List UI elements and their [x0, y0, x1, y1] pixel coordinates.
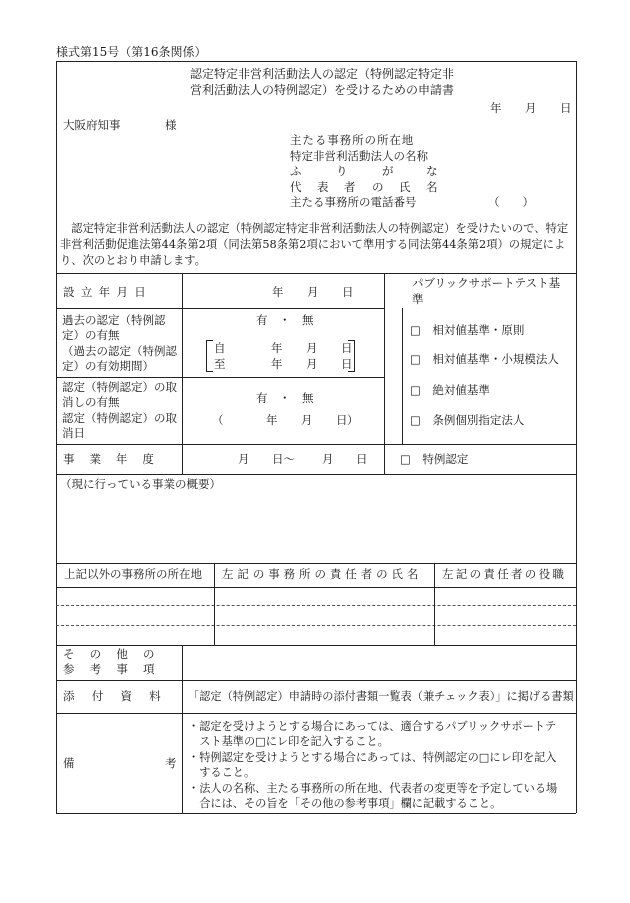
- pst-heading-1: パブリックサポートテスト基: [412, 276, 561, 290]
- business-overview-label: （現に行っている事業の概要）: [60, 477, 221, 491]
- pst-option-absolute[interactable]: □ 絶対値基準: [410, 383, 490, 397]
- intro-line3: り、次のとおり申請します。: [60, 254, 206, 267]
- phone-label: 主たる事務所の電話番号: [290, 195, 417, 209]
- other-reference-label-2: 参 考 事 項: [63, 662, 157, 676]
- date-month: 月: [525, 101, 537, 115]
- past-from-day: 日: [341, 341, 353, 355]
- pst-option-relative-small[interactable]: □ 相対値基準・小規模法人: [410, 352, 559, 366]
- past-label-2: 定）の有無: [62, 328, 120, 342]
- other-offices-col-manager: 左記の事務所の責任者の氏名: [222, 567, 423, 581]
- establish-label: 設立年月日: [63, 285, 153, 299]
- addressee-honorific: 様: [165, 118, 177, 132]
- office-address-label: 主たる事務所の所在地: [290, 133, 415, 147]
- revoke-label-2: 消しの有無: [62, 395, 120, 409]
- establish-month: 月: [307, 285, 319, 299]
- date-year: 年: [490, 101, 502, 115]
- remarks-note-3: ・特例認定を受けようとする場合にあっては、特例認定の□にレ印を記入: [188, 751, 557, 764]
- business-year-start-month: 月: [238, 452, 250, 466]
- remarks-note-2: スト基準の□にレ印を記入すること。: [188, 735, 389, 748]
- revoke-label-1: 認定（特例認定）の取: [62, 380, 177, 394]
- pst-heading-2: 準: [412, 292, 424, 306]
- other-offices-col-address: 上記以外の事務所の所在地: [64, 567, 202, 581]
- revoke-month: 月: [301, 413, 313, 427]
- date-day: 日: [560, 101, 572, 115]
- past-from: 自: [214, 341, 226, 355]
- business-year-start-day: 日〜: [272, 452, 295, 466]
- business-year-label: 事業年度: [63, 452, 169, 466]
- revoke-label-3: 認定（特例認定）の取: [62, 411, 177, 425]
- pst-option-relative-principle[interactable]: □ 相対値基準・原則: [410, 323, 525, 337]
- past-label-4: 定）の有効期間）: [62, 359, 154, 373]
- form-title-line2: 営利活動法人の特例認定）を受けるための申請書: [190, 83, 455, 97]
- addressee: 大阪府知事: [63, 118, 121, 132]
- remarks-label-1: 備: [63, 756, 75, 770]
- revoke-year: 年: [266, 413, 278, 427]
- past-to-month: 月: [306, 357, 318, 371]
- revoke-label-4: 消日: [62, 426, 85, 440]
- past-from-month: 月: [306, 341, 318, 355]
- intro-line1: 認定特定非営利活動法人の認定（特例認定特定非営利活動法人の特例認定）を受けたいので、特定: [60, 222, 569, 235]
- pst-option-ordinance[interactable]: □ 条例個別指定法人: [410, 413, 525, 427]
- business-year-end-day: 日: [356, 452, 368, 466]
- remarks-label-2: 考: [165, 756, 177, 770]
- attachments-value: 「認定（特例認定）申請時の添付書類一覧表（兼チェック表）」に掲げる書類: [188, 690, 574, 703]
- past-label-1: 過去の認定（特例認: [62, 313, 166, 327]
- remarks-note-1: ・認定を受けようとする場合にあっては、適合するパブリックサポートテ: [188, 720, 557, 733]
- revoke-paren-close: ）: [347, 413, 359, 427]
- remarks-note-4: すること。: [188, 766, 256, 779]
- remarks-note-6: 合には、その旨を「その他の参考事項」欄に記載すること。: [188, 797, 502, 810]
- revoke-yes-no: 有 ・ 無: [256, 391, 314, 405]
- other-offices-col-title: 左記の責任者の役職: [442, 567, 567, 581]
- phone-paren: （ ）: [488, 195, 534, 209]
- revoke-day: 日: [336, 413, 348, 427]
- remarks-note-5: ・法人の名称、主たる事務所の所在地、代表者の変更等を予定している場: [188, 782, 558, 795]
- special-certification-option[interactable]: □ 特例認定: [400, 452, 469, 466]
- past-yes-no: 有 ・ 無: [256, 313, 314, 327]
- past-to-day: 日: [341, 357, 353, 371]
- form-number: 様式第15号（第16条関係）: [56, 45, 207, 59]
- past-from-year: 年: [271, 341, 283, 355]
- other-reference-label-1: そ の 他 の: [63, 647, 157, 661]
- establish-day: 日: [342, 285, 354, 299]
- form-title-line1: 認定特定非営利活動法人の認定（特例認定特定非: [190, 67, 455, 81]
- attachments-label: 添付資料: [63, 689, 178, 703]
- past-label-3: （過去の認定（特例認: [62, 344, 177, 358]
- revoke-paren-open: （: [212, 413, 224, 427]
- intro-line2: 非営利活動促進法第44条第2項（同法第58条第2項において準用する同法第44条第2項）の規定によ: [60, 238, 566, 251]
- corp-name-label: 特定非営利活動法人の名称: [290, 149, 428, 163]
- past-to: 至: [214, 357, 226, 371]
- establish-year: 年: [272, 285, 284, 299]
- past-to-year: 年: [271, 357, 283, 371]
- business-year-end-month: 月: [322, 452, 334, 466]
